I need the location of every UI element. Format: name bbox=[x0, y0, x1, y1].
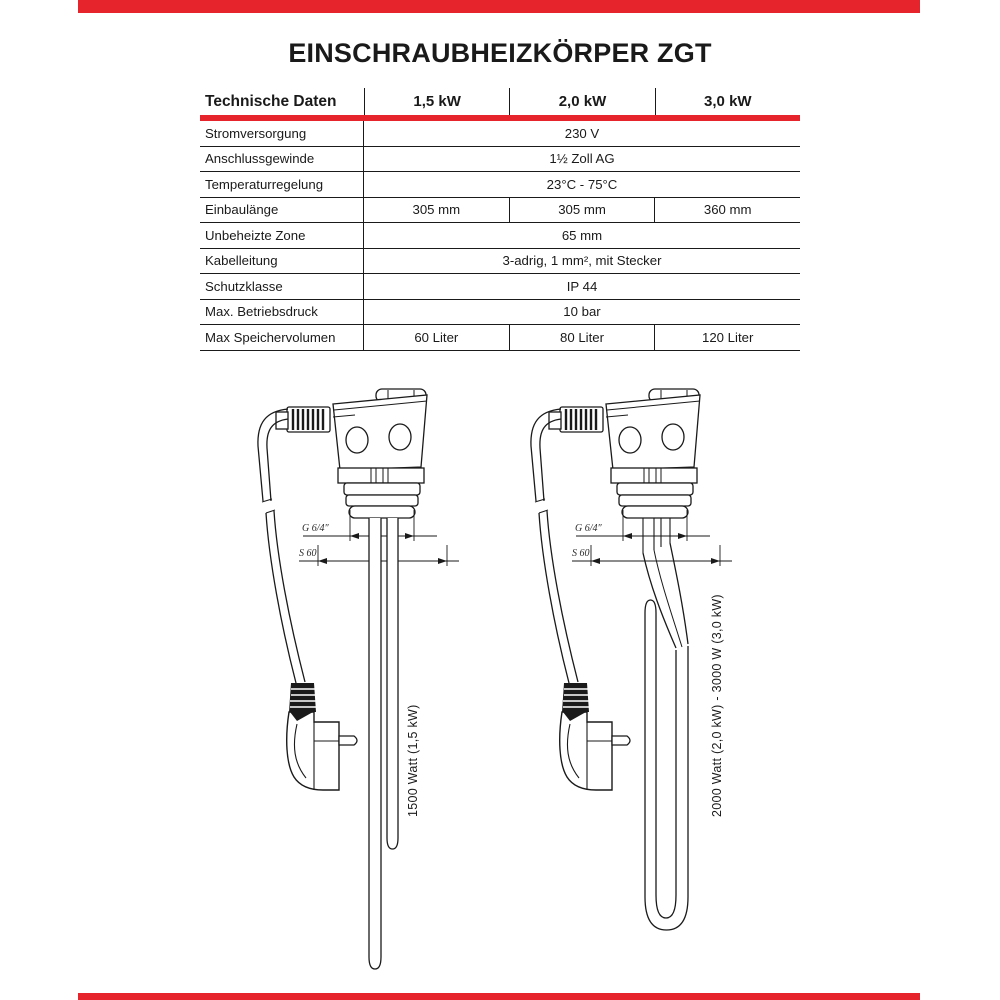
page-title: EINSCHRAUBHEIZKÖRPER ZGT bbox=[288, 38, 712, 68]
spec-row-label: Anschlussgewinde bbox=[200, 147, 364, 172]
spec-row-label: Unbeheizte Zone bbox=[200, 223, 364, 248]
spec-row-label: Max Speichervolumen bbox=[200, 325, 364, 350]
spec-row-value: 23°C - 75°C bbox=[546, 176, 618, 192]
spec-row-value: IP 44 bbox=[566, 278, 598, 294]
spec-header-col-2: 2,0 kW bbox=[509, 88, 654, 115]
heating-tubes-hairpin bbox=[643, 518, 688, 930]
spec-row-value: 80 Liter bbox=[509, 325, 655, 350]
spec-row-label: Temperaturregelung bbox=[200, 172, 364, 197]
spec-row-label: Schutzklasse bbox=[200, 274, 364, 299]
spec-row-value: 120 Liter bbox=[654, 325, 800, 350]
spec-row-value: 230 V bbox=[564, 125, 600, 141]
spec-row-value: 1½ Zoll AG bbox=[549, 151, 615, 167]
heating-tubes-straight bbox=[369, 518, 398, 969]
drawing-caption-left: 1500 Watt (1,5 kW) bbox=[406, 704, 420, 817]
spec-row-label: Einbaulänge bbox=[200, 198, 364, 223]
spec-row-label: Stromversorgung bbox=[200, 121, 364, 146]
spec-row-value: 305 mm bbox=[412, 202, 461, 218]
spec-header-col-1: 1,5 kW bbox=[364, 88, 509, 115]
drawing-left bbox=[258, 389, 459, 969]
spec-row-label: Kabelleitung bbox=[200, 249, 364, 274]
spec-row-value: 3-adrig, 1 mm², mit Stecker bbox=[502, 253, 662, 269]
drawing-right bbox=[531, 389, 732, 930]
spec-header-label: Technische Daten bbox=[205, 92, 337, 110]
spec-row-label: Max. Betriebsdruck bbox=[200, 300, 364, 325]
drawing-caption-right: 2000 Watt (2,0 kW) - 3000 W (3,0 kW) bbox=[710, 594, 724, 817]
spec-row-value: 65 mm bbox=[561, 227, 603, 243]
spec-row-value: 360 mm bbox=[654, 198, 800, 223]
spec-header-col-3: 3,0 kW bbox=[655, 88, 800, 115]
bottom-accent-bar bbox=[78, 993, 920, 1000]
spec-row-value: 10 bar bbox=[563, 304, 601, 320]
spec-row-value: 60 Liter bbox=[414, 329, 459, 345]
spec-row-value: 305 mm bbox=[509, 198, 655, 223]
